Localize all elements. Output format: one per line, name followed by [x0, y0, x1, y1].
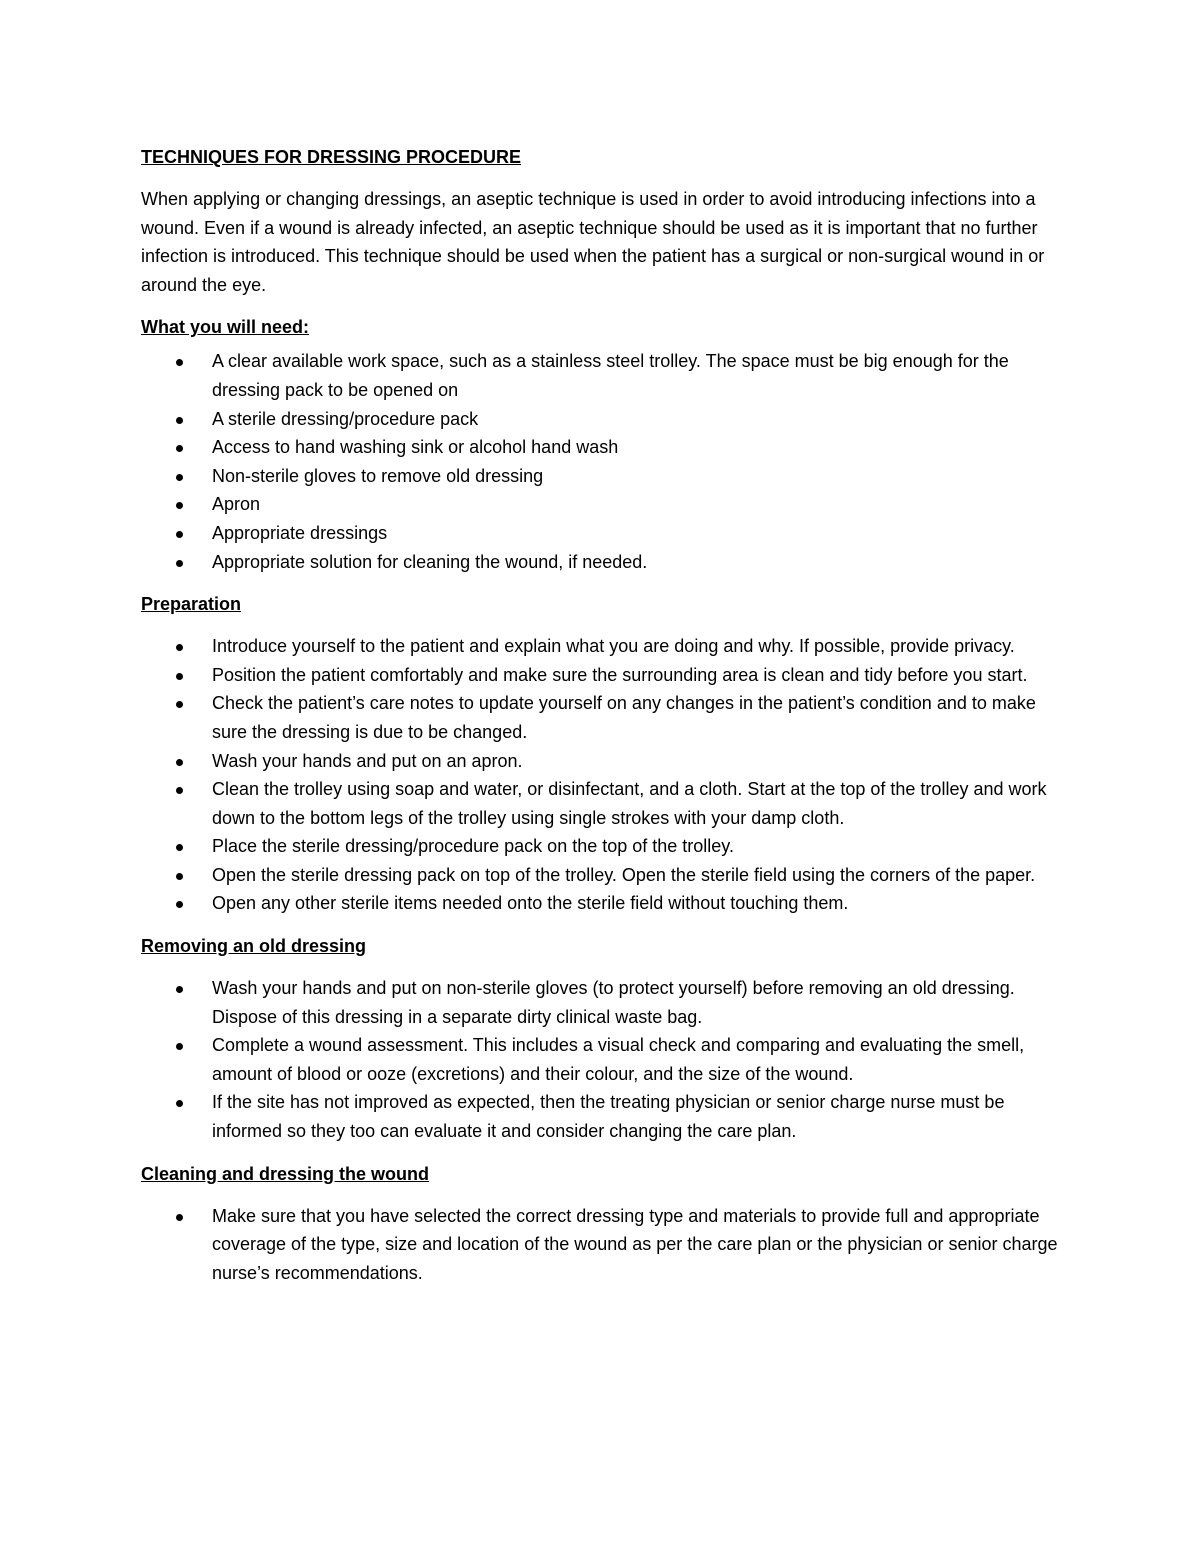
bullet-icon: [176, 759, 183, 766]
list-removing-old-dressing: [141, 974, 1061, 1146]
bullet-icon: [176, 474, 183, 481]
bullet-icon: [176, 844, 183, 851]
list-item: [141, 519, 1061, 548]
bullet-icon: [176, 701, 183, 708]
section-heading-cleaning-and-dressing: Cleaning and dressing the wound: [141, 1163, 430, 1184]
list-item-text: Make sure that you have selected the correct dressing type and materials to provide full and appropriate coverage of the type, size and location of the wound as per the care plan or the physician or senior charge nurse’s recommendations.: [212, 1205, 1058, 1283]
list-item: [141, 1202, 1061, 1288]
list-item: [141, 889, 1061, 918]
list-item-text: If the site has not improved as expected, then the treating physician or senior charge nurse must be informed so they too can evaluate it and consider changing the care plan.: [212, 1092, 1005, 1142]
bullet-icon: [176, 359, 183, 366]
section-heading-preparation: Preparation: [141, 594, 242, 615]
intro-paragraph: When applying or changing dressings, an aseptic technique is used in order to avoid introducing infections into a wound. Even if a wound is already infected, an aseptic technique should be used as it is important that no further infection is introduced. This technique should be used when the patient has a surgical or non-surgical wound in or around the eye.: [141, 189, 1045, 295]
list-item: [141, 747, 1061, 776]
list-item-text: Apron: [212, 494, 261, 515]
list-item: [141, 490, 1061, 519]
bullet-icon: [176, 673, 183, 680]
list-item-text: Appropriate solution for cleaning the wound, if needed.: [212, 551, 648, 572]
bullet-icon: [176, 1100, 183, 1107]
bullet-icon: [176, 531, 183, 538]
section-heading-what-you-will-need: What you will need:: [141, 317, 310, 338]
list-item-text: Open any other sterile items needed onto the sterile field without touching them.: [212, 893, 849, 914]
list-item: [141, 1031, 1061, 1088]
list-item-text: Position the patient comfortably and make sure the surrounding area is clean and tidy before you start.: [212, 664, 1028, 685]
section-heading-removing-old-dressing: Removing an old dressing: [141, 936, 367, 957]
list-item: [141, 689, 1061, 746]
list-item-text: Wash your hands and put on non-sterile gloves (to protect yourself) before removing an old dressing. Dispose of this dressing in a separate dirty clinical waste bag.: [212, 978, 1015, 1027]
list-item: [141, 462, 1061, 491]
bullet-icon: [176, 502, 183, 509]
list-item-text: Access to hand washing sink or alcohol hand wash: [212, 437, 619, 458]
list-item-text: Place the sterile dressing/procedure pack on the top of the trolley.: [212, 836, 734, 857]
list-item-text: Check the patient’s care notes to update yourself on any changes in the patient’s condition and to make sure the dressing is due to be changed.: [212, 693, 1036, 742]
list-item: [141, 433, 1061, 462]
list-item-text: Open the sterile dressing pack on top of the trolley. Open the sterile field using the corners of the paper.: [212, 864, 1036, 885]
bullet-icon: [176, 644, 183, 651]
list-item-text: Complete a wound assessment. This includes a visual check and comparing and evaluating the smell, amount of blood or ooze (excretions) and their colour, and the size of the wound.: [212, 1035, 1025, 1084]
list-item: [141, 775, 1061, 832]
bullet-icon: [176, 901, 183, 908]
document-title: TECHNIQUES FOR DRESSING PROCEDURE: [141, 147, 522, 167]
list-item-text: Non-sterile gloves to remove old dressing: [212, 465, 544, 486]
list-what-you-will-need: [141, 347, 1061, 576]
bullet-icon: [176, 417, 183, 424]
list-item: [141, 632, 1061, 661]
list-item: [141, 347, 1061, 404]
list-item-text: A clear available work space, such as a stainless steel trolley. The space must be big enough for the dressing pack to be opened on: [212, 351, 1009, 400]
bullet-icon: [176, 445, 183, 452]
list-item: [141, 974, 1061, 1031]
list-item: [141, 861, 1061, 890]
list-item: [141, 832, 1061, 861]
list-item-text: Clean the trolley using soap and water, or disinfectant, and a cloth. Start at the top of the trolley and work down to the bottom legs of the trolley using single strokes with your damp cloth.: [212, 779, 1047, 828]
list-item-text: A sterile dressing/procedure pack: [212, 408, 479, 429]
document-page: [141, 145, 1061, 1287]
bullet-icon: [176, 1214, 183, 1221]
list-item: [141, 661, 1061, 690]
list-item: [141, 405, 1061, 434]
list-cleaning-and-dressing: [141, 1202, 1061, 1288]
list-item: [141, 548, 1061, 577]
bullet-icon: [176, 1043, 183, 1050]
bullet-icon: [176, 986, 183, 993]
bullet-icon: [176, 787, 183, 794]
list-item-text: Wash your hands and put on an apron.: [212, 750, 523, 771]
list-item: [141, 1088, 1061, 1145]
bullet-icon: [176, 560, 183, 567]
bullet-icon: [176, 873, 183, 880]
list-item-text: Appropriate dressings: [212, 522, 388, 543]
list-preparation: [141, 632, 1061, 918]
list-item-text: Introduce yourself to the patient and explain what you are doing and why. If possible, provide privacy.: [212, 636, 1015, 657]
